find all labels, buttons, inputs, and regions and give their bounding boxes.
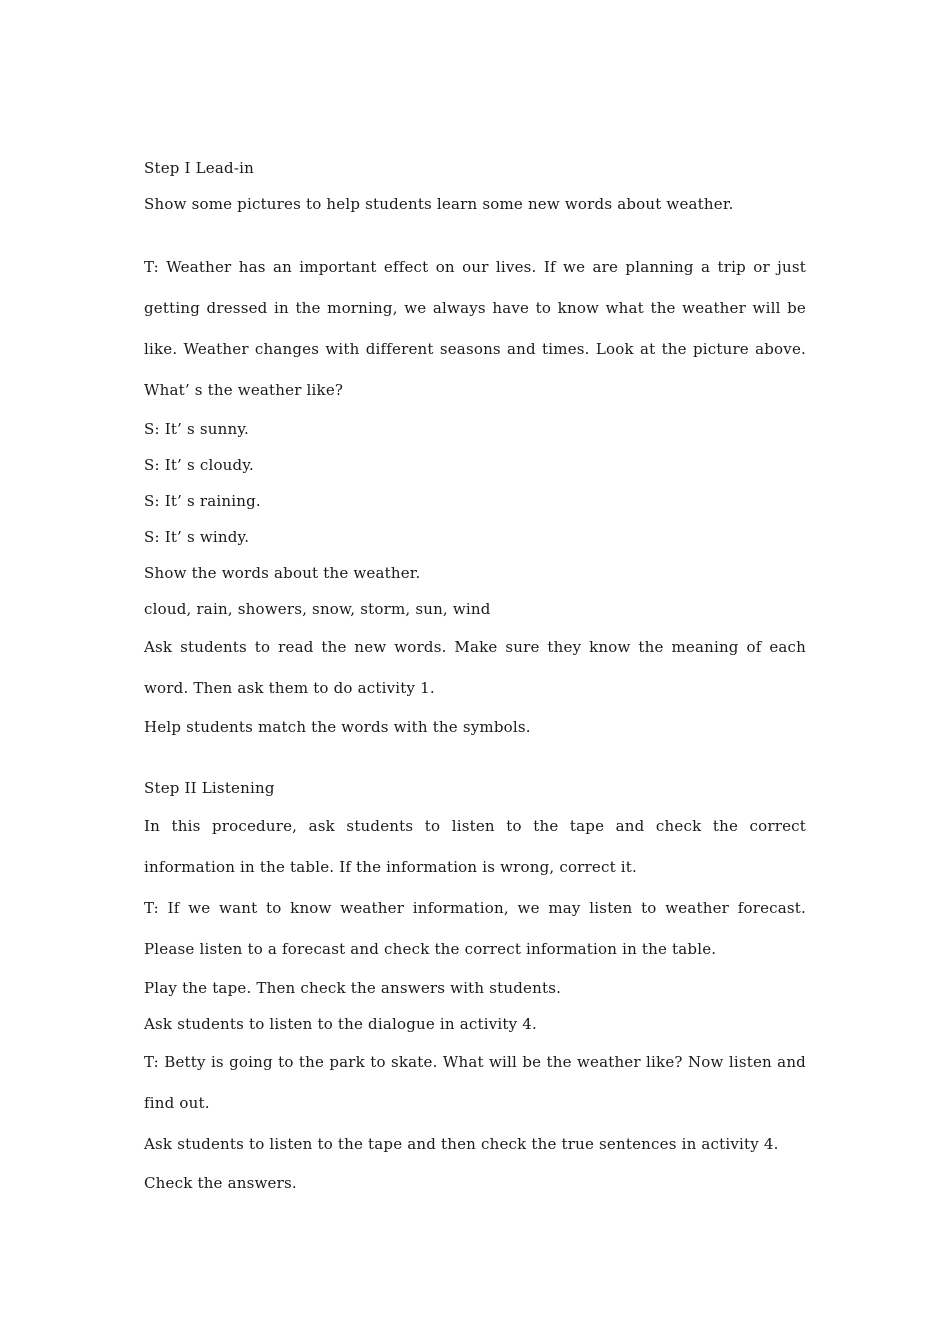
teacher-line-2: T: If we want to know weather information, we may listen to weather forecast. Please listen to a forecast and check the correct information in the table. [144,899,806,958]
document-body [144,150,806,1201]
dialogue-line: Ask students to listen to the dialogue in activity 4. [144,1015,537,1033]
spacer [144,222,806,247]
show-words-line: Show the words about the weather. [144,564,421,582]
student-answer: S: It’ s cloudy. [144,456,254,474]
play-tape-line: Play the tape. Then check the answers with students. [144,979,562,997]
step1-heading: Step I Lead-in [144,159,254,177]
step1-intro: Show some pictures to help students learn some new words about weather. [144,195,734,213]
student-answer: S: It’ s raining. [144,492,261,510]
student-answer: S: It’ s windy. [144,528,250,546]
teacher-line-1: T: Weather has an important effect on our lives. If we are planning a trip or just getting dressed in the morning, we always have to know what the weather will be like. Weather changes with different seasons and times. Look at the picture above. What’ s the weather like? [144,258,806,399]
step2-heading: Step II Listening [144,779,275,797]
ask-read-line: Ask students to read the new words. Make sure they know the meaning of each word. Then ask them to do activity 1. [144,638,806,697]
match-line: Help students match the words with the symbols. [144,718,531,736]
teacher-line-3: T: Betty is going to the park to skate. What will be the weather like? Now listen and find out. [144,1053,806,1112]
check-answers-line: Check the answers. [144,1174,297,1192]
ask-check-line: Ask students to listen to the tape and then check the true sentences in activity 4. [144,1135,779,1153]
student-answer: S: It’ s sunny. [144,420,249,438]
procedure-line: In this procedure, ask students to listen to the tape and check the correct information in the table. If the information is wrong, correct it. [144,817,806,876]
weather-words: cloud, rain, showers, snow, storm, sun, wind [144,600,491,618]
spacer [144,745,806,770]
